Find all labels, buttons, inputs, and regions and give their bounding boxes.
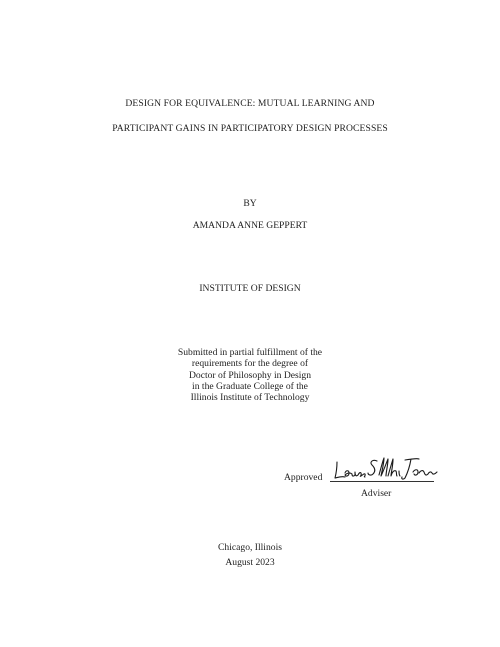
handwritten-signature [333,454,439,482]
location: Chicago, Illinois [218,542,282,553]
title-line-1: DESIGN FOR EQUIVALENCE: MUTUAL LEARNING AND [125,98,375,109]
submission-line: Illinois Institute of Technology [190,392,310,404]
author-name: AMANDA ANNE GEPPERT [192,220,308,231]
submission-line: in the Graduate College of the [192,380,308,392]
submission-line: Submitted in partial fulfillment of the [177,347,323,358]
adviser-label: Adviser [361,488,392,499]
by-label: BY [243,198,257,209]
institute-name: INSTITUTE OF DESIGN [199,283,301,294]
submission-line: requirements for the degree of [191,358,309,370]
submission-line: Doctor of Philosophy in Design [188,369,312,381]
submission-statement [0,347,500,403]
approved-label: Approved [284,472,323,483]
title-line-2: PARTICIPANT GAINS IN PARTICIPATORY DESIGN PROCESSES [112,123,388,134]
signature-line [330,481,434,482]
date: August 2023 [225,557,275,568]
